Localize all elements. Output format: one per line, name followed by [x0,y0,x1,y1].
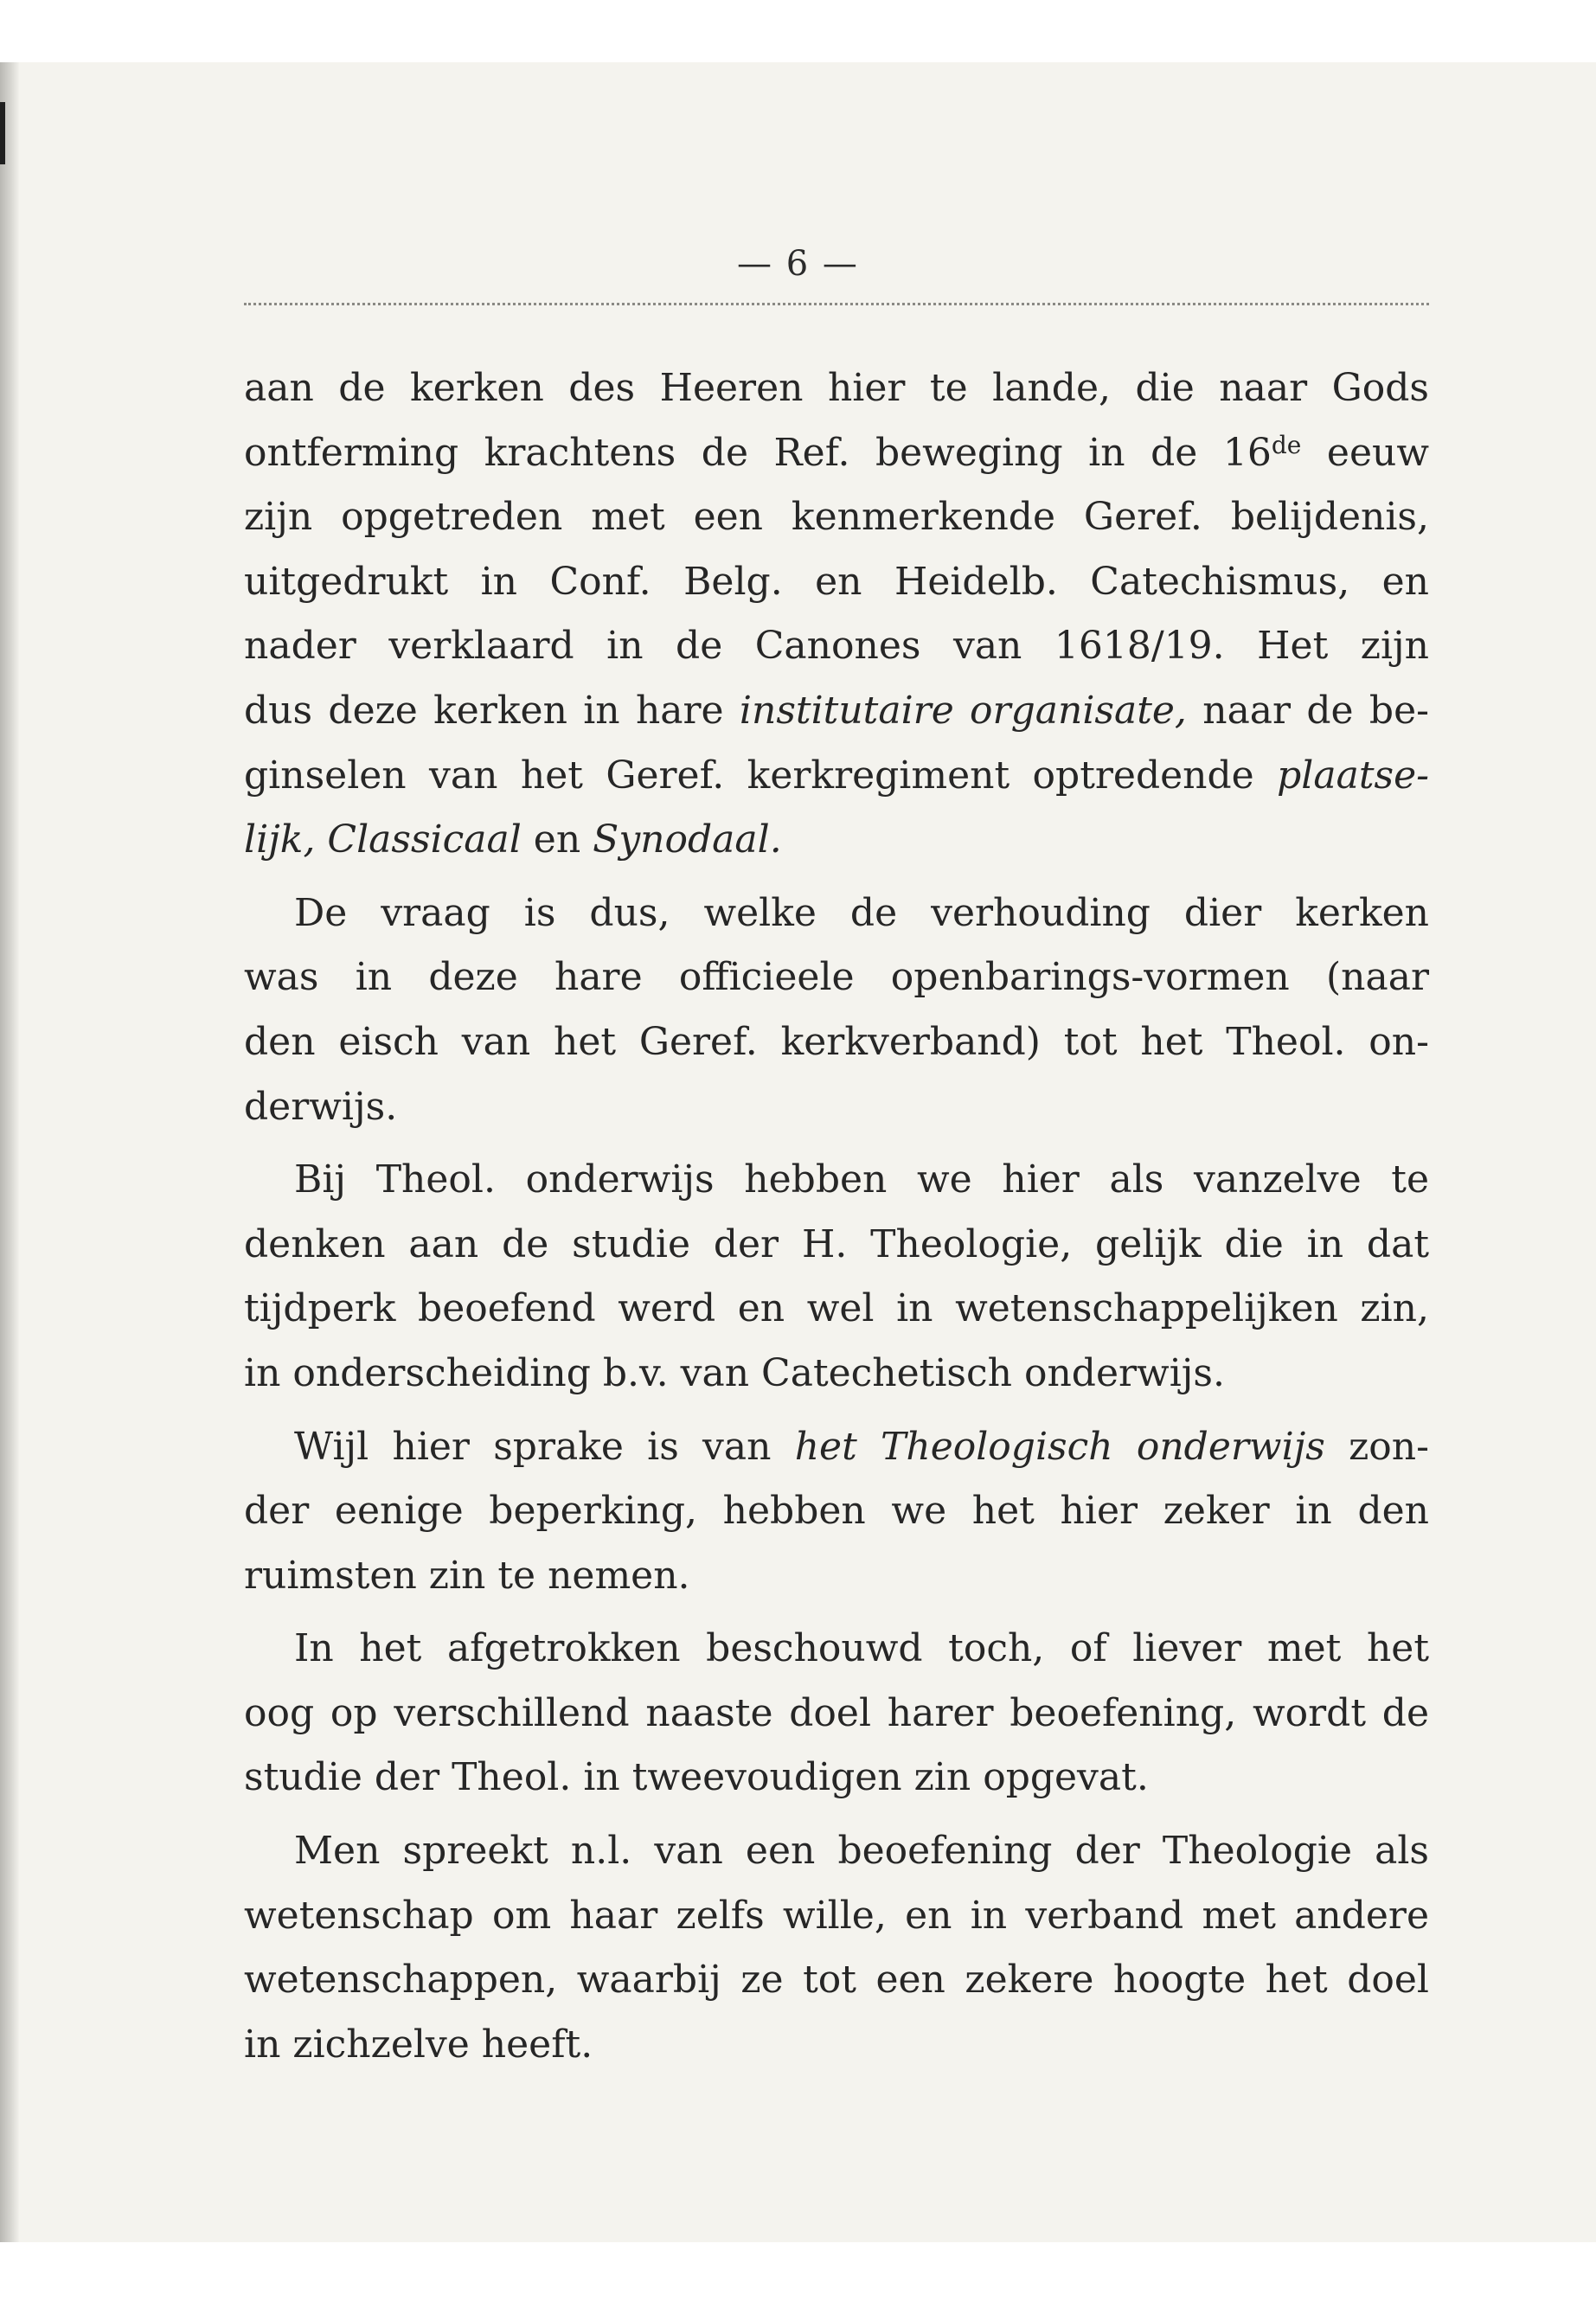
text-line: Bij Theol. onderwijs hebben we hier als vanzelve te [294,1157,1429,1202]
superscript: de [1271,430,1302,459]
text-line: dus deze kerken in hare institutaire organisate, naar de be- [244,688,1429,733]
italic-text: institutaire organisate, [739,688,1187,733]
text-line: ruimsten zin te nemen. [244,1553,690,1598]
paragraph [244,1819,1429,2077]
binding-shadow [0,62,19,2242]
paragraph [244,1415,1429,1609]
text-line: den eisch van het Geref. kerkverband) tot het Theol. on- [244,1019,1429,1064]
text-line: der eenige beperking, hebben we het hier zeker in den [244,1489,1429,1534]
text-line: aan de kerken des Heeren hier te lande, die naar Gods [244,366,1429,410]
text-line: wetenschappen, waarbij ze tot een zekere hoogte het doel [244,1958,1429,2003]
text-line: derwijs. [244,1084,398,1129]
italic-text: Synodaal. [593,817,782,862]
text-line: was in deze hare officieele openbarings-vormen (naar [244,955,1429,1000]
text-line: nader verklaard in de Canones van 1618/19. Het zijn [244,624,1429,669]
text-line: wetenschap om haar zelfs wille, en in verband met andere [244,1893,1429,1938]
italic-text: lijk, Classicaal [244,817,522,862]
body-text [244,356,1429,2086]
text-line: Men spreekt n.l. van een beoefening der Theologie als [294,1829,1429,1874]
paragraph [244,1148,1429,1406]
italic-text: plaatse- [1277,753,1429,798]
paragraph [244,356,1429,873]
page-number: — 6 — [737,244,859,284]
paragraph [244,1617,1429,1811]
italic-text: het Theologisch onderwijs [794,1424,1325,1469]
text-line: lijk, Classicaal en Synodaal. [244,817,782,862]
text-line: Wijl hier sprake is van het Theologisch onderwijs zon- [294,1424,1429,1469]
text-line: in onderscheiding b.v. van Catechetisch onderwijs. [244,1350,1225,1395]
text-line: in zichzelve heeft. [244,2022,593,2067]
text-line: oog op verschillend naaste doel harer beoefening, wordt de [244,1690,1429,1735]
header-dotted-rule [244,303,1429,305]
binding-mark [0,102,5,164]
text-line: tijdperk beoefend werd en wel in wetenschappelijken zin, [244,1286,1429,1331]
scan-margin [0,2242,1596,2301]
text-line: studie der Theol. in tweevoudigen zin opgevat. [244,1755,1149,1800]
text-line: ginselen van het Geref. kerkregiment optredende plaatse- [244,753,1429,798]
paragraph [244,881,1429,1139]
text-line: ontferming krachtens de Ref. beweging in de 16de eeuw [244,430,1429,475]
text-line: denken aan de studie der H. Theologie, gelijk die in dat [244,1221,1429,1266]
text-line: In het afgetrokken beschouwd toch, of liever met het [294,1626,1429,1671]
text-line: zijn opgetreden met een kenmerkende Geref. belijdenis, [244,495,1429,540]
text-line: uitgedrukt in Conf. Belg. en Heidelb. Catechismus, en [244,559,1429,604]
text-line: De vraag is dus, welke de verhouding dier kerken [294,890,1429,935]
